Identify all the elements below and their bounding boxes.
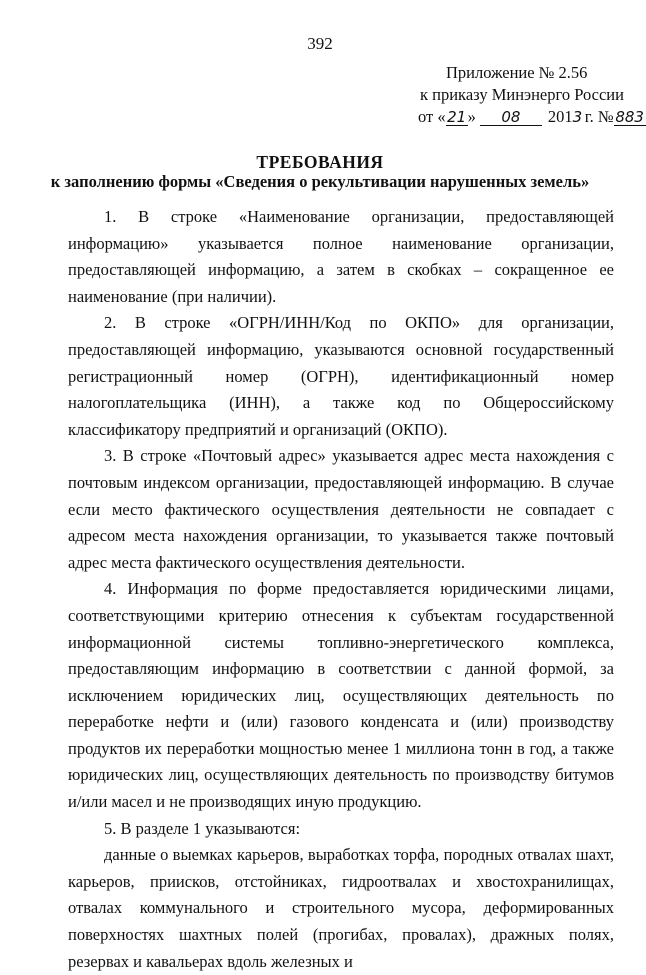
handwritten-order-number: 883: [615, 108, 644, 126]
handwritten-day: 21: [447, 108, 467, 126]
paragraph-6: данные о выемках карьеров, выработках торфа, породных отвалах шахт, карьеров, приисков, отстойниках, гидроотвалах и хвостохранилищах, отвалах коммунального и строительного мусора, деформированных поверхностях шахтных полей (прогибах, провалах), дражных полях, резервах и кавальерах вдоль железных и: [68, 845, 614, 971]
annex-block: [420, 62, 646, 128]
document-body: [68, 204, 614, 975]
paragraph-5: 5. В разделе 1 указываются:: [104, 818, 301, 838]
date-prefix: от «: [418, 107, 446, 126]
annex-title: Приложение № 2.56: [446, 63, 588, 82]
paragraph-3: 3. В строке «Почтовый адрес» указывается адрес места нахождения с почтовым индексом организации, предоставляющей информацию. В случае если место фактического осуществления деятельности не совпадает с адресом места нахождения организации, то указывается также почтовый адрес места фактического осуществления деятельности.: [68, 446, 614, 572]
date-mid: »: [467, 107, 476, 126]
handwritten-month: 08: [480, 109, 542, 126]
document-subtitle: к заполнению формы «Сведения о рекультивации нарушенных земель»: [50, 172, 590, 191]
paragraph-1: 1. В строке «Наименование организации, предоставляющей информацию» указывается полное наименование организации, предоставляющей информацию, а затем в скобках – сокращенное ее наименование (при наличии).: [68, 207, 614, 306]
year-suffix: г. №: [580, 107, 614, 126]
annex-order-reference: к приказу Минэнерго России: [420, 85, 624, 104]
annex-date-line: [418, 106, 646, 128]
page-number: 392: [307, 34, 333, 53]
year-prefix: 201: [547, 107, 573, 126]
paragraph-2: 2. В строке «ОГРН/ИНН/Код по ОКПО» для организации, предоставляющей информацию, указываются основной государственный регистрационный номер (ОГРН), идентификационный номер налогоплательщика (ИНН), а также код по Общероссийскому классификатору предприятий и организаций (ОКПО).: [68, 313, 614, 439]
document-title: ТРЕБОВАНИЯ: [256, 152, 384, 172]
paragraph-4: 4. Информация по форме предоставляется юридическими лицами, соответствующими критерию отнесения к субъектам государственной информационной системы топливно-энергетического комплекса, предоставляющим информацию в соответствии с данной формой, за исключением юридических лиц, осуществляющих деятельность по переработке нефти и (или) газового конденсата и (или) производству продуктов их переработки мощностью менее 1 миллиона тонн в год, а также юридических лиц, осуществляющих деятельность по производству битумов и/или масел и не производящих иную продукцию.: [68, 579, 614, 812]
handwritten-year-digit: 3: [572, 108, 583, 126]
